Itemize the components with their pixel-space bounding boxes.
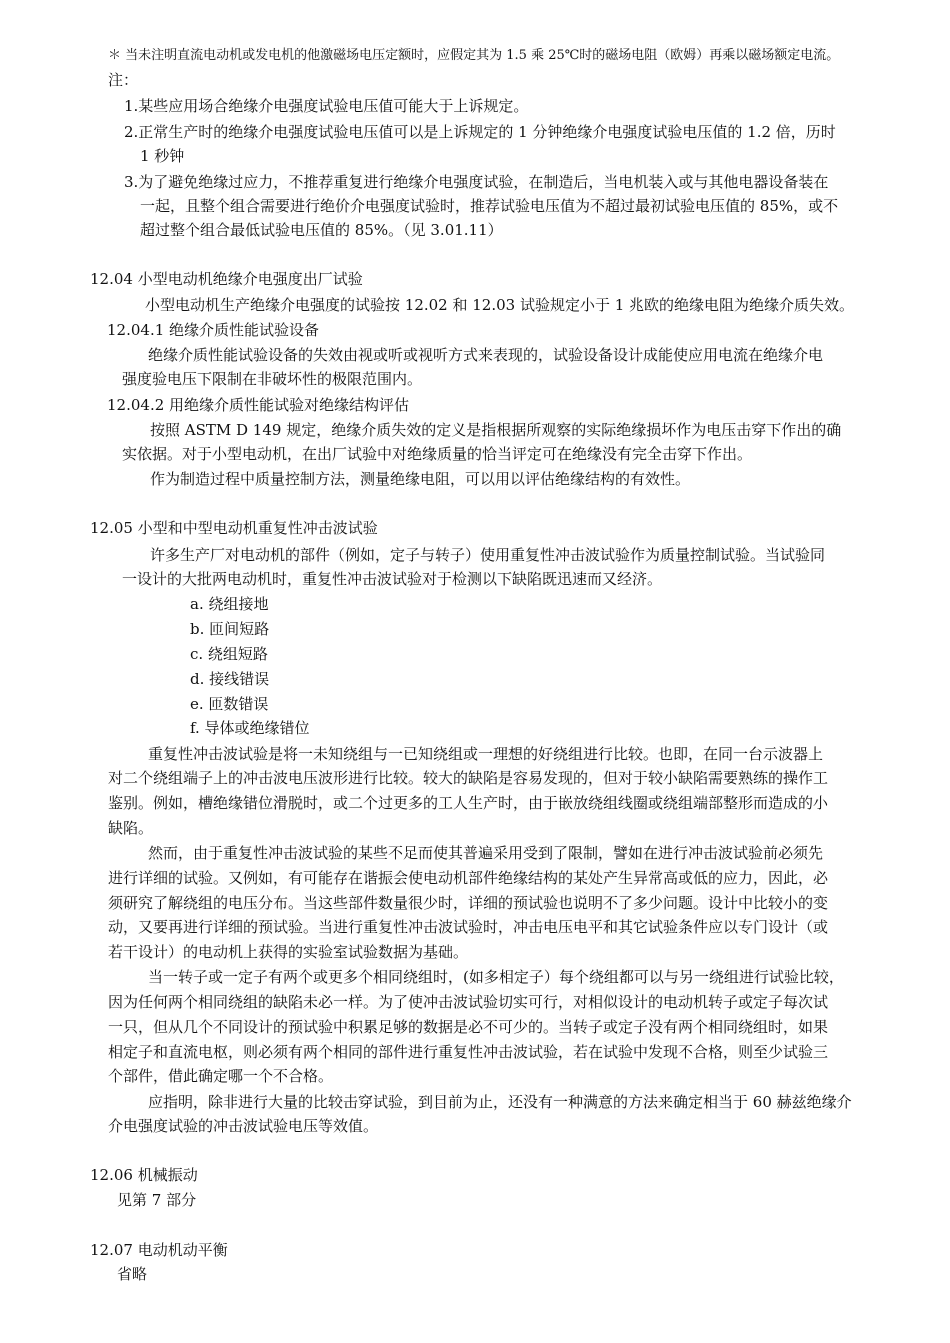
section-12-04-paragraph: 小型电动机生产绝缘介电强度的试验按 12.02 和 12.03 试验规定小于 1 兆欧的绝缘电阻为绝缘介质失效。 [145, 296, 855, 314]
footnote-star: ＊ 当未注明直流电动机或发电机的他激磁场电压定额时，应假定其为 1.5 乘 25℃时的磁场电阻（欧姆）再乘以磁场额定电流。 [108, 48, 840, 63]
defect-list-item-f: f. 导体或绝缘错位 [190, 719, 310, 737]
para-conclusion-line-1: 应指明，除非进行大量的比较击穿试验，到目前为止，还没有一种满意的方法来确定相当于 60 赫兹绝缘介 [148, 1093, 852, 1111]
para-surge-comparison-line-2: 对二个绕组端子上的冲击波电压波形进行比较。较大的缺陷是容易发现的，但对于较小缺陷需要熟练的操作工 [108, 769, 829, 787]
section-12-07-text: 省略 [117, 1265, 148, 1283]
note-3-line-2: 一起，且整个组合需要进行绝价介电强度试验时，推荐试验电压值为不超过最初试验电压值的 85%，或不 [140, 197, 839, 215]
para-identical-windings-line-1: 当一转子或一定子有两个或更多个相同绕组时，(如多相定子）每个绕组都可以与另一绕组进行试验比较， [148, 968, 844, 986]
section-12-05-heading: 12.05 小型和中型电动机重复性冲击波试验 [90, 519, 378, 537]
note-2-line-2: 1 秒钟 [140, 147, 185, 165]
defect-list-item-b: b. 匝间短路 [190, 620, 270, 638]
section-12-07-heading: 12.07 电动机动平衡 [90, 1241, 228, 1259]
para-limitations-line-2: 进行详细的试验。又例如，有可能存在谐振会使电动机部件绝缘结构的某处产生异常高或低的应力，因此，必 [108, 869, 829, 887]
para-limitations-line-5: 若干设计）的电动机上获得的实验室试验数据为基础。 [108, 943, 469, 961]
note-2-line-1: 2.正常生产时的绝缘介电强度试验电压值可以是上诉规定的 1 分钟绝缘介电强度试验电压值的 1.2 倍，历时 [124, 123, 836, 141]
section-12-05-intro-line-2: 一设计的大批两电动机时，重复性冲击波试验对于检测以下缺陷既迅速而又经济。 [122, 570, 663, 588]
section-12-06-heading: 12.06 机械振动 [90, 1166, 198, 1184]
para-identical-windings-line-5: 个部件，借此确定哪一个不合格。 [108, 1067, 334, 1085]
note-3-line-3: 超过整个组合最低试验电压值的 85%。（见 3.01.11） [140, 221, 503, 239]
para-identical-windings-line-4: 相定子和直流电枢，则必须有两个相同的部件进行重复性冲击波试验，若在试验中发现不合格，则至少试验三 [108, 1043, 829, 1061]
section-12-04-heading: 12.04 小型电动机绝缘介电强度出厂试验 [90, 270, 363, 288]
notes-label: 注： [108, 71, 139, 89]
para-limitations-line-1: 然而，由于重复性冲击波试验的某些不足而使其普遍采用受到了限制，譬如在进行冲击波试验前必须先 [148, 844, 824, 862]
defect-list-item-e: e. 匝数错误 [190, 695, 269, 713]
note-3-line-1: 3.为了避免绝缘过应力，不推荐重复进行绝缘介电强度试验，在制造后，当电机装入或与其他电器设备装在 [124, 173, 829, 191]
para-identical-windings-line-2: 因为任何两个相同绕组的缺陷未必一样。为了使冲击波试验切实可行，对相似设计的电动机转子或定子每次试 [108, 993, 829, 1011]
section-12-04-2-line-1: 按照 ASTM D 149 规定，绝缘介质失效的定义是指根据所观察的实际绝缘损坏作为电压击穿下作出的确 [150, 421, 842, 439]
para-conclusion-line-2: 介电强度试验的冲击波试验电压等效值。 [108, 1117, 379, 1135]
para-surge-comparison-line-3: 鉴别。例如，槽绝缘错位滑脱时，或二个过更多的工人生产时，由于嵌放绕组线圈或绕组端部整形而造成的小 [108, 794, 829, 812]
para-surge-comparison-line-1: 重复性冲击波试验是将一未知绕组与一已知绕组或一理想的好绕组进行比较。也即，在同一台示波器上 [148, 745, 824, 763]
section-12-04-1-line-1: 绝缘介质性能试验设备的失效由视或听或视听方式来表现的，试验设备设计成能使应用电流在绝缘介电 [148, 346, 824, 364]
para-limitations-line-3: 须研究了解绕组的电压分布。当这些部件数量很少时，详细的预试验也说明不了多少问题。设计中比较小的变 [108, 894, 829, 912]
para-limitations-line-4: 动，又要再进行详细的预试验。当进行重复性冲击波试验时，冲击电压电平和其它试验条件应以专门设计（或 [108, 918, 829, 936]
section-12-04-2-heading: 12.04.2 用绝缘介质性能试验对绝缘结构评估 [107, 396, 410, 414]
defect-list-item-d: d. 接线错误 [190, 670, 270, 688]
section-12-04-1-heading: 12.04.1 绝缘介质性能试验设备 [107, 321, 320, 339]
defect-list-item-c: c. 绕组短路 [190, 645, 268, 663]
para-identical-windings-line-3: 一只，但从几个不同设计的预试验中积累足够的数据是必不可少的。当转子或定子没有两个相同绕组时，如果 [108, 1018, 829, 1036]
para-surge-comparison-line-4: 缺陷。 [108, 819, 154, 837]
section-12-04-2-line-2: 实依据。对于小型电动机，在出厂试验中对绝缘质量的恰当评定可在绝缘没有完全击穿下作出。 [122, 445, 753, 463]
section-12-04-1-line-2: 强度验电压下限制在非破坏性的极限范围内。 [122, 370, 423, 388]
section-12-06-text: 见第 7 部分 [117, 1191, 197, 1209]
section-12-05-intro-line-1: 许多生产厂对电动机的部件（例如，定子与转子）使用重复性冲击波试验作为质量控制试验。当试验同 [150, 546, 826, 564]
note-1: 1.某些应用场合绝缘介电强度试验电压值可能大于上诉规定。 [124, 97, 529, 115]
section-12-04-2-line-3: 作为制造过程中质量控制方法，测量绝缘电阻，可以用以评估绝缘结构的有效性。 [150, 470, 691, 488]
defect-list-item-a: a. 绕组接地 [190, 595, 269, 613]
